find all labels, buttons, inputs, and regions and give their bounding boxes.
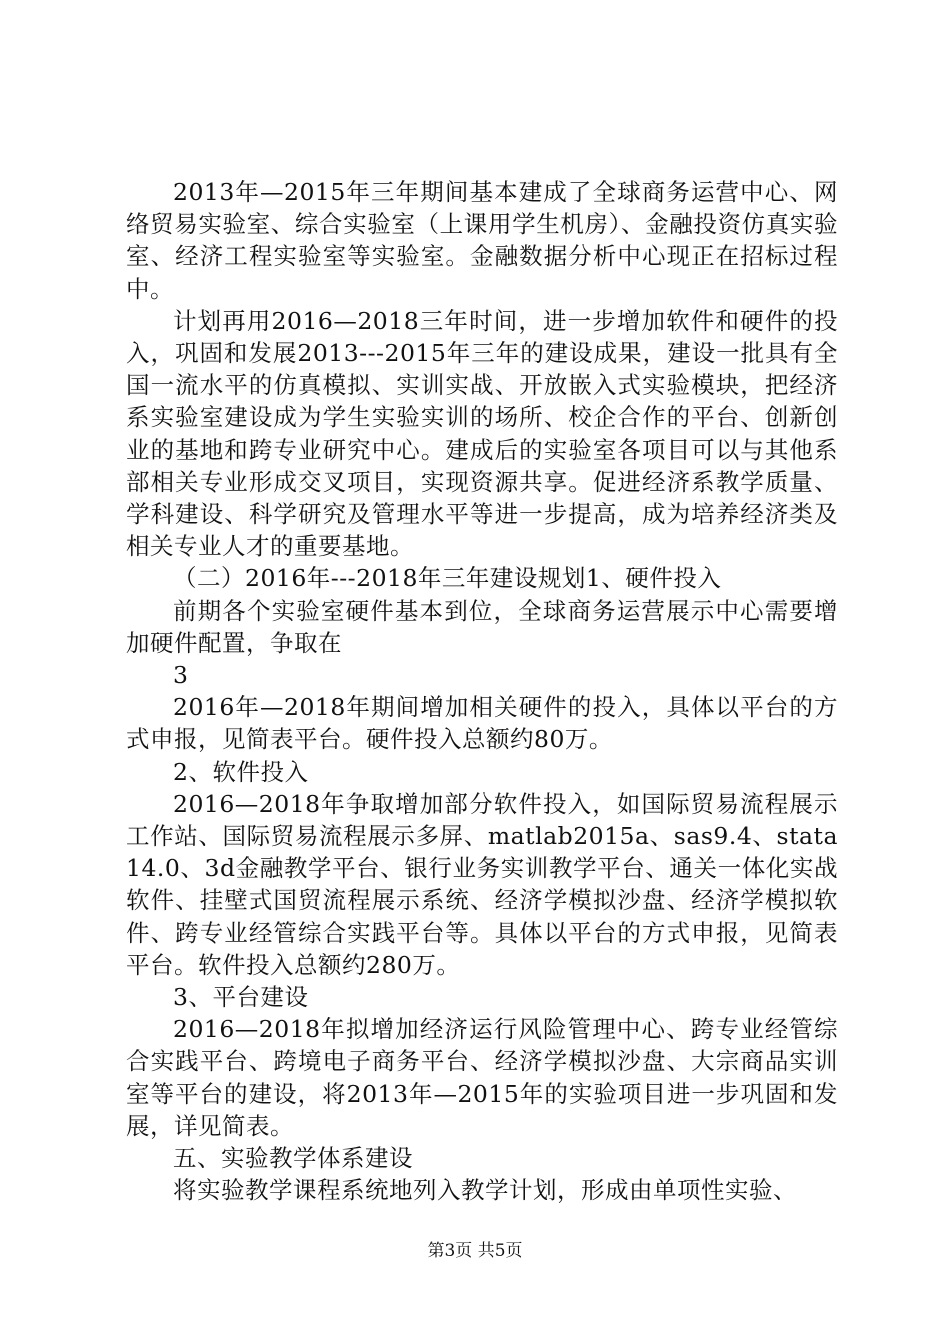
- paragraph-teaching-system: 将实验教学课程系统地列入教学计划，形成由单项性实验、: [173, 1176, 797, 1205]
- paragraph-software-investment: 2016—2018年争取增加部分软件投入，如国际贸易流程展示工作站、国际贸易流程展示多屏、matlab2015a、sas9.4、stata14.0、3d金融教学平台、银行业务实训教学平台、通关一体化实战软件、挂壁式国贸流程展示系统、经济学模拟沙盘、经济学模拟软件、跨专业经管综合实践平台等。具体以平台的方式申报，见简表平台。软件投入总额约280万。: [126, 789, 838, 979]
- heading-construction-plan: （二）2016年---2018年三年建设规划1、硬件投入: [173, 564, 722, 593]
- heading-teaching-system: 五、实验教学体系建设: [173, 1144, 413, 1173]
- page-number: 第3页 共5页: [427, 1241, 523, 1261]
- heading-platform-construction: 3、平台建设: [173, 983, 309, 1012]
- paragraph-hardware-investment: 2016年—2018年期间增加相关硬件的投入，具体以平台的方式申报，见简表平台。硬件投入总额约80万。: [126, 693, 838, 754]
- page-footer: [0, 1240, 950, 1262]
- heading-software-investment: 2、软件投入: [173, 757, 309, 786]
- paragraph-hardware-status: 前期各个实验室硬件基本到位，全球商务运营展示中心需要增加硬件配置，争取在: [126, 596, 838, 657]
- paragraph-platform-construction: 2016—2018年拟增加经济运行风险管理中心、跨专业经管综合实践平台、跨境电子商务平台、经济学模拟沙盘、大宗商品实训室等平台的建设，将2013年—2015年的实验项目进一步巩固和发展，详见简表。: [126, 1015, 838, 1140]
- paragraph-completed-labs: 2013年—2015年三年期间基本建成了全球商务运营中心、网络贸易实验室、综合实验室（上课用学生机房）、金融投资仿真实验室、经济工程实验室等实验室。金融数据分析中心现正在招标过程中。: [126, 178, 838, 303]
- paragraph-plan-2016-2018: 计划再用2016—2018三年时间，进一步增加软件和硬件的投入，巩固和发展2013---2015年三年的建设成果，建设一批具有全国一流水平的仿真模拟、实训实战、开放嵌入式实验模块，把经济系实验室建设成为学生实验实训的场所、校企合作的平台、创新创业的基地和跨专业研究中心。建成后的实验室各项目可以与其他系部相关专业形成交叉项目，实现资源共享。促进经济系教学质量、学科建设、科学研究及管理水平等进一步提高，成为培养经济类及相关专业人才的重要基地。: [126, 306, 838, 561]
- page-number-fragment: 3: [173, 661, 189, 690]
- document-body: [126, 176, 838, 1207]
